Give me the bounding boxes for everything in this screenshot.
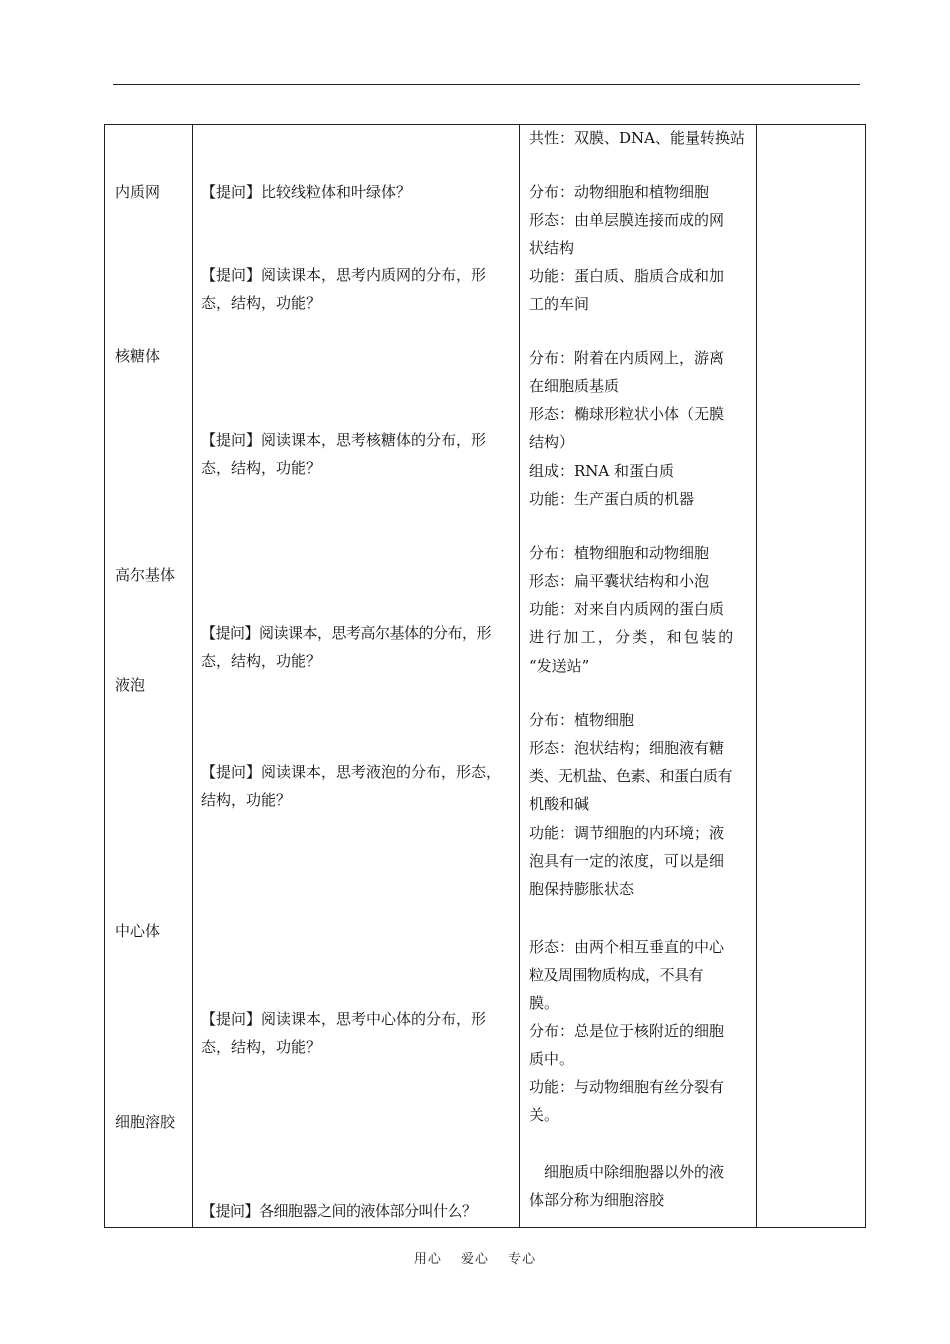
question-text: 【提问】阅读课本，思考高尔基体的分布，形	[201, 624, 492, 642]
organelle-name: 中心体	[115, 922, 161, 940]
answer-line: “发送站”	[529, 657, 590, 675]
answer-line: 功能：与动物细胞有丝分裂有	[529, 1078, 725, 1096]
answer-line: 在细胞质基质	[529, 377, 620, 395]
answer-line: 工的车间	[529, 295, 590, 313]
footer-text: 用心	[413, 1252, 442, 1267]
answer-line: 类、无机盐、色素、和蛋白质有	[529, 767, 733, 785]
answer-line: 分布：植物细胞和动物细胞	[529, 544, 710, 562]
answer-line: 膜。	[529, 994, 560, 1012]
organelle-name: 内质网	[115, 183, 161, 201]
answer-line: 关。	[529, 1106, 560, 1124]
answer-line: 分布：动物细胞和植物细胞	[529, 183, 710, 201]
answer-line: 形态：由两个相互垂直的中心	[529, 938, 725, 956]
question-text: 【提问】各细胞器之间的液体部分叫什么？	[201, 1202, 477, 1220]
organelle-name: 高尔基体	[115, 566, 176, 584]
answer-line: 质中。	[529, 1050, 575, 1068]
lesson-table	[104, 124, 866, 1228]
answer-line: 形态：扁平囊状结构和小泡	[529, 572, 710, 590]
answer-line: 形态：由单层膜连接而成的网	[529, 211, 725, 229]
organelle-name: 核糖体	[115, 347, 161, 365]
answer-line: 功能：对来自内质网的蛋白质	[529, 600, 725, 618]
question-text: 【提问】阅读课本，思考核糖体的分布，形	[201, 431, 487, 449]
question-text: 【提问】比较线粒体和叶绿体？	[201, 183, 412, 201]
page-footer	[0, 1248, 950, 1267]
column-divider	[192, 125, 193, 1227]
footer-text: 专心	[508, 1252, 537, 1267]
question-text: 态，结构，功能？	[201, 652, 322, 670]
question-text: 态，结构，功能？	[201, 1038, 322, 1056]
question-text: 态，结构，功能？	[201, 459, 322, 477]
question-text: 【提问】阅读课本，思考液泡的分布，形态，	[201, 763, 502, 781]
answer-line: 功能：蛋白质、脂质合成和加	[529, 267, 725, 285]
answer-line: 细胞质中除细胞器以外的液	[544, 1163, 725, 1181]
answer-line: 组成：RNA 和蛋白质	[529, 462, 675, 480]
answer-line: 共性：双膜、DNA、能量转换站	[529, 129, 745, 147]
answer-line: 功能：调节细胞的内环境；液	[529, 824, 725, 842]
answer-line: 分布：植物细胞	[529, 711, 635, 729]
answer-line: 形态：泡状结构；细胞液有糖	[529, 739, 725, 757]
answer-line: 泡具有一定的浓度，可以是细	[529, 852, 725, 870]
footer-text: 爱心	[460, 1252, 489, 1267]
question-text: 结构，功能？	[201, 791, 292, 809]
answer-line: 机酸和碱	[529, 795, 590, 813]
header-rule	[113, 84, 860, 85]
answer-line: 分布：附着在内质网上，游离	[529, 349, 725, 367]
answer-line: 功能：生产蛋白质的机器	[529, 490, 695, 508]
answer-line: 分布：总是位于核附近的细胞	[529, 1022, 725, 1040]
answer-line: 胞保持膨胀状态	[529, 880, 635, 898]
column-divider	[519, 125, 520, 1227]
question-text: 态，结构，功能？	[201, 294, 322, 312]
organelle-name: 细胞溶胶	[115, 1113, 176, 1131]
answer-line: 粒及周围物质构成，不具有	[529, 966, 704, 984]
question-text: 【提问】阅读课本，思考中心体的分布，形	[201, 1010, 487, 1028]
organelle-name: 液泡	[115, 676, 146, 694]
column-divider	[756, 125, 757, 1227]
answer-line: 体部分称为细胞溶胶	[529, 1191, 665, 1209]
question-text: 【提问】阅读课本，思考内质网的分布，形	[201, 266, 487, 284]
answer-line: 状结构	[529, 239, 575, 257]
answer-line: 结构）	[529, 433, 575, 451]
answer-line: 进行加工，分类，和包装的	[529, 628, 736, 646]
answer-line: 形态：椭球形粒状小体（无膜	[529, 405, 725, 423]
